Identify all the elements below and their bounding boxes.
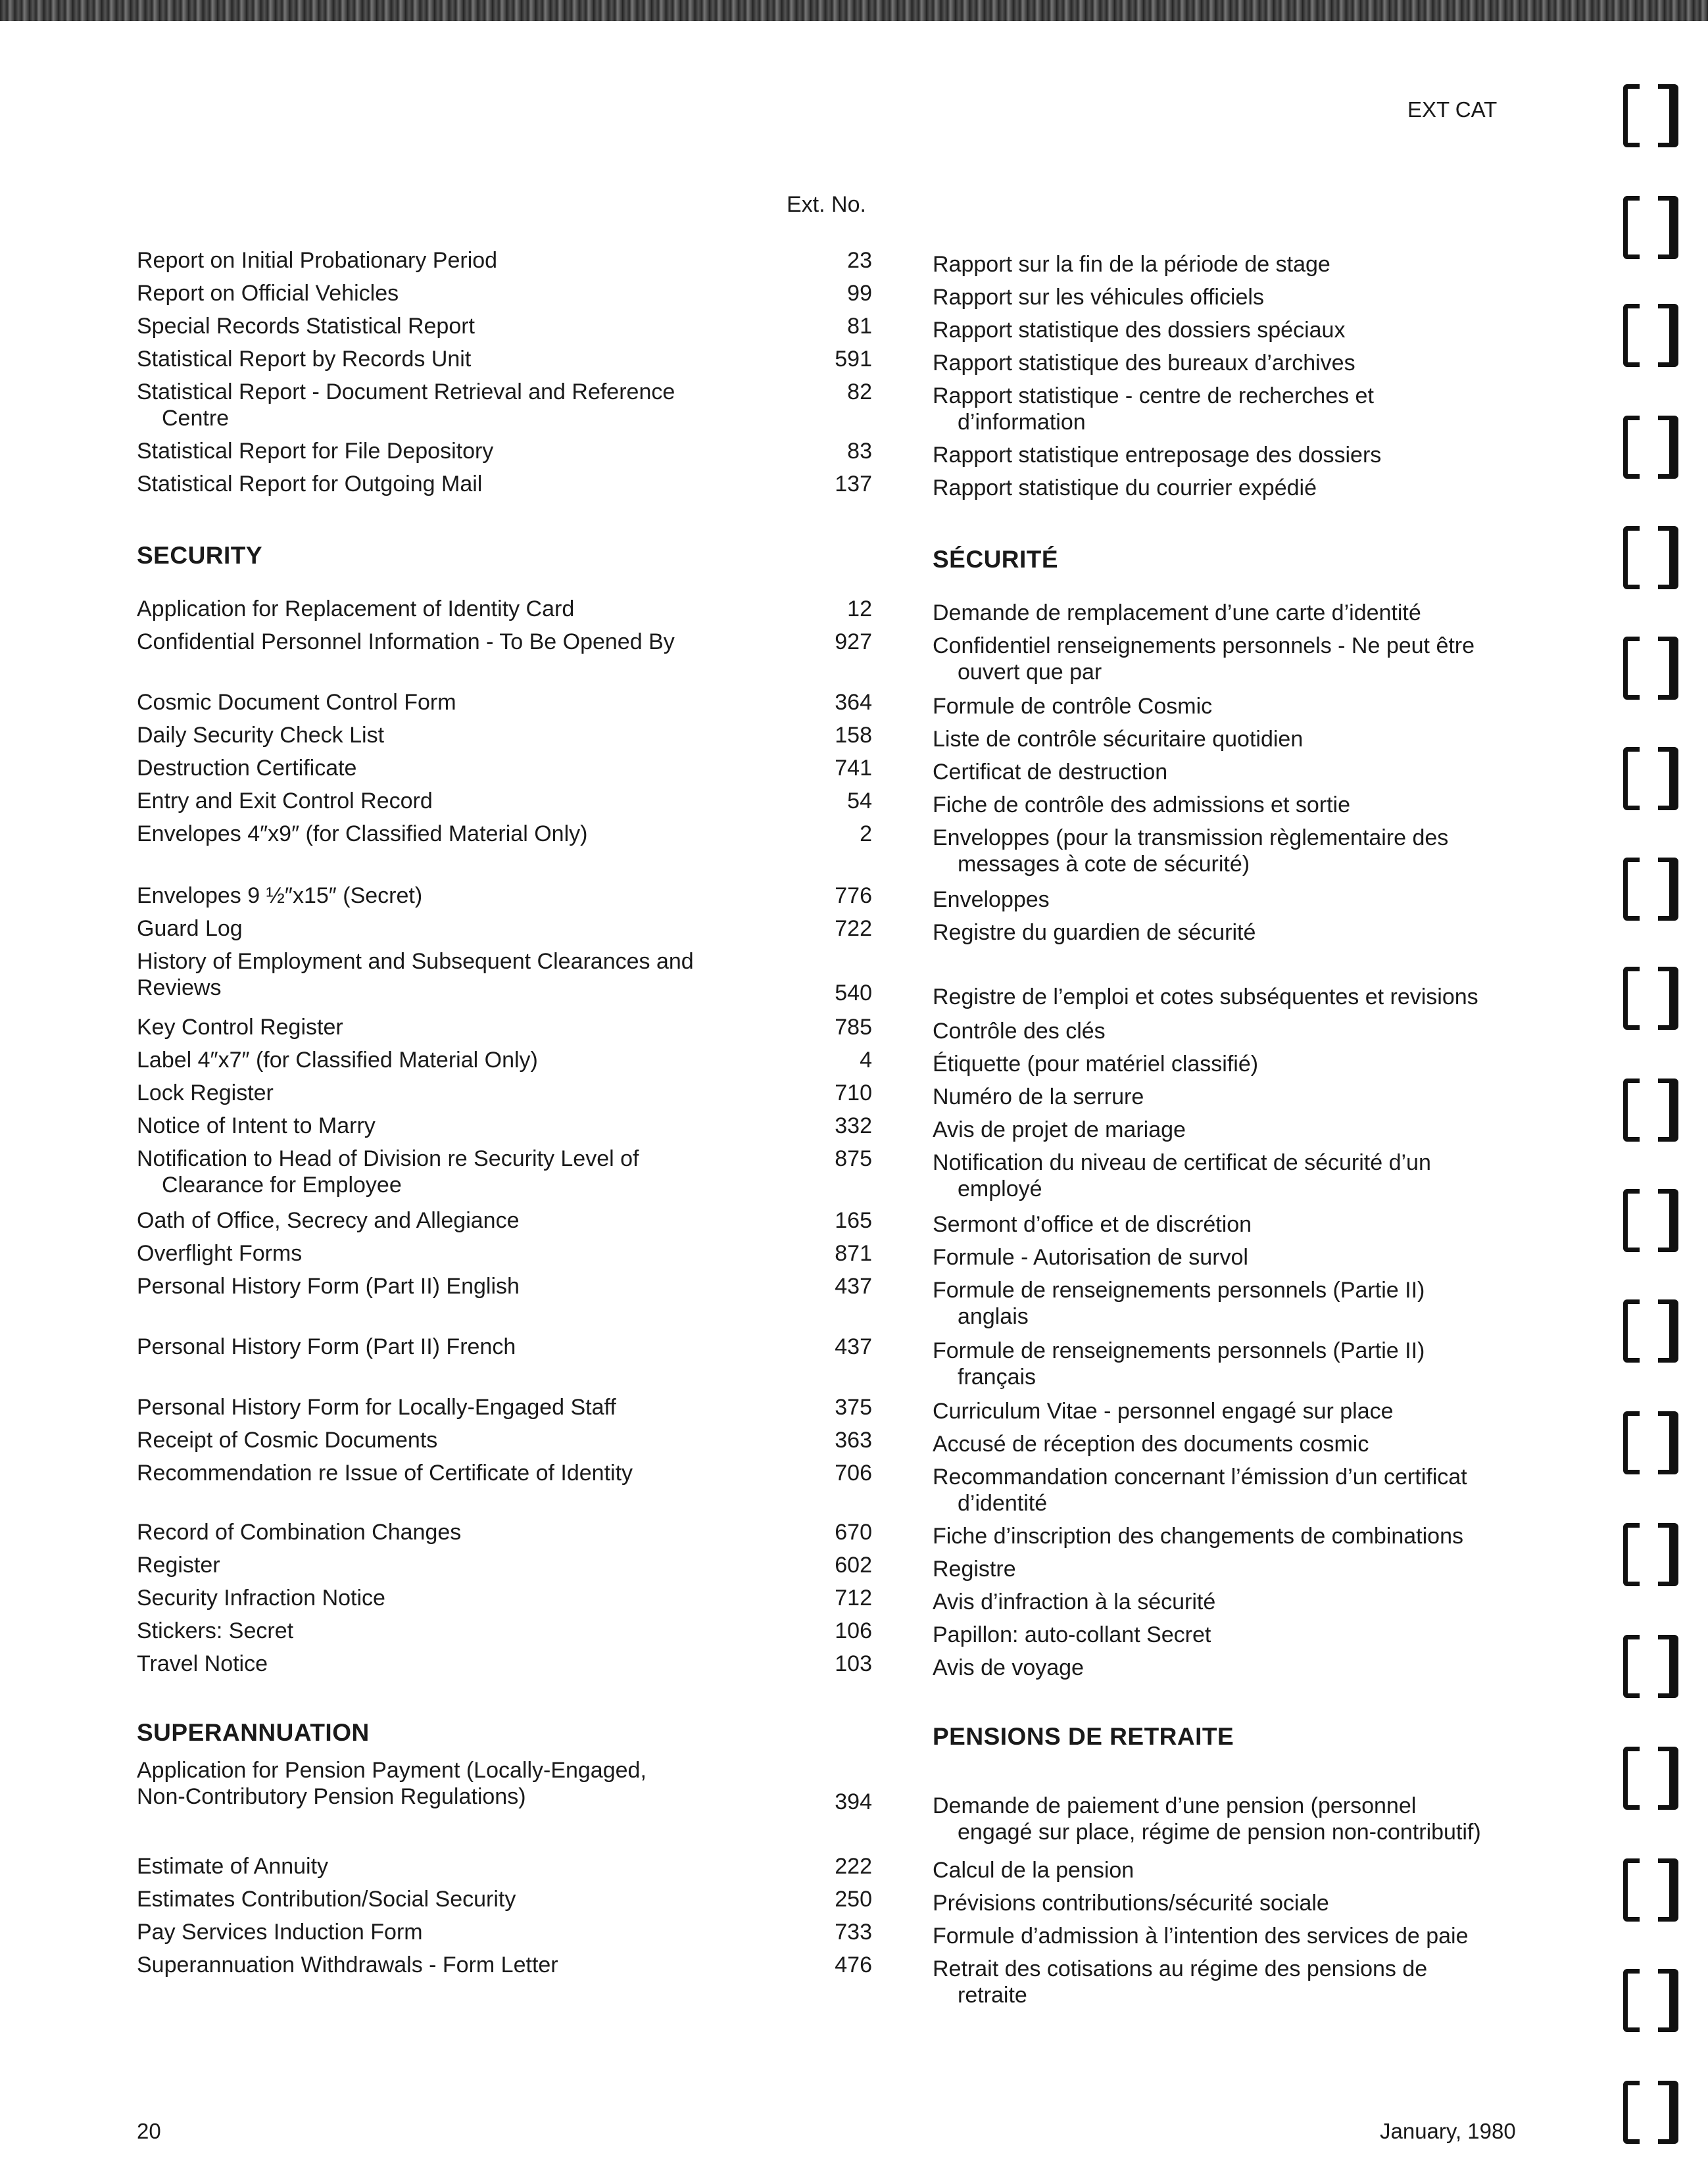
ext-number: 250 bbox=[835, 1887, 872, 1912]
form-title-en-line: Personal History Form (Part II) French bbox=[137, 1334, 516, 1359]
footer-date: January, 1980 bbox=[1380, 2119, 1516, 2143]
ext-number: 722 bbox=[835, 916, 872, 941]
form-title-en bbox=[137, 471, 742, 497]
form-title-en bbox=[137, 379, 742, 431]
form-title-en bbox=[137, 1427, 742, 1453]
ext-number: 706 bbox=[835, 1461, 872, 1486]
form-title-fr-line: retraite bbox=[958, 1983, 1027, 2008]
binder-ring bbox=[1623, 84, 1678, 147]
form-title-fr bbox=[933, 1338, 1538, 1390]
form-title-fr-line: Numéro de la serrure bbox=[933, 1084, 1144, 1109]
form-title-fr bbox=[933, 1431, 1538, 1457]
form-title-en-line: Clearance for Employee bbox=[162, 1173, 402, 1198]
superannuation-heading-en: SUPERANNUATION bbox=[137, 1719, 370, 1746]
form-title-fr-line: Papillon: auto-collant Secret bbox=[933, 1622, 1211, 1647]
ext-number: 670 bbox=[835, 1520, 872, 1545]
form-title-fr bbox=[933, 1923, 1538, 1949]
form-title-en-line: Envelopes 9 ½″x15″ (Secret) bbox=[137, 883, 423, 908]
form-title-fr bbox=[933, 1890, 1538, 1916]
binder-ring-gap bbox=[1640, 745, 1658, 820]
form-title-fr-line: Contrôle des clés bbox=[933, 1019, 1106, 1044]
form-title-en bbox=[137, 1207, 742, 1234]
ext-number: 875 bbox=[835, 1146, 872, 1171]
ext-number: 710 bbox=[835, 1080, 872, 1105]
form-title-fr bbox=[933, 1150, 1538, 1202]
ext-number: 54 bbox=[847, 788, 872, 813]
form-title-en bbox=[137, 1552, 742, 1578]
form-title-en bbox=[137, 1113, 742, 1139]
form-title-fr-line: Liste de contrôle sécuritaire quotidien bbox=[933, 727, 1304, 752]
form-title-en bbox=[137, 689, 742, 715]
form-title-fr-line: anglais bbox=[958, 1304, 1029, 1329]
form-title-fr bbox=[933, 792, 1538, 818]
form-title-fr bbox=[933, 1244, 1538, 1271]
form-title-fr-line: Registre du guardien de sécurité bbox=[933, 920, 1256, 945]
form-title-fr bbox=[933, 1084, 1538, 1110]
form-title-fr bbox=[933, 886, 1538, 913]
binder-ring bbox=[1623, 1299, 1678, 1363]
page-number: 20 bbox=[137, 2119, 161, 2143]
ext-number: 332 bbox=[835, 1113, 872, 1138]
form-title-fr bbox=[933, 1956, 1538, 2008]
form-title-en bbox=[137, 1146, 742, 1198]
binder-ring bbox=[1623, 526, 1678, 589]
form-title-fr-line: Formule de renseignements personnels (Partie II) bbox=[933, 1278, 1425, 1303]
binder-ring-gap bbox=[1640, 414, 1658, 489]
form-title-en-line: Pay Services Induction Form bbox=[137, 1920, 423, 1945]
form-title-en bbox=[137, 438, 742, 464]
ext-number: 437 bbox=[835, 1334, 872, 1359]
form-title-fr bbox=[933, 1117, 1538, 1143]
binder-ring bbox=[1623, 2081, 1678, 2144]
form-title-en bbox=[137, 596, 742, 622]
form-title-fr-line: Formule - Autorisation de survol bbox=[933, 1245, 1248, 1270]
form-title-en bbox=[137, 788, 742, 814]
binder-ring bbox=[1623, 416, 1678, 479]
ext-number: 137 bbox=[835, 472, 872, 497]
form-title-fr bbox=[933, 317, 1538, 343]
binder-ring bbox=[1623, 196, 1678, 259]
form-title-fr-line: Prévisions contributions/sécurité sociale bbox=[933, 1891, 1329, 1916]
ext-number: 103 bbox=[835, 1651, 872, 1676]
form-title-en bbox=[137, 1919, 742, 1945]
form-title-en bbox=[137, 1460, 742, 1486]
form-title-fr-line: Demande de paiement d’une pension (personnel bbox=[933, 1793, 1417, 1818]
form-title-fr bbox=[933, 1857, 1538, 1883]
form-title-en-line: Destruction Certificate bbox=[137, 756, 357, 781]
form-title-fr bbox=[933, 1018, 1538, 1044]
form-title-en bbox=[137, 346, 742, 372]
form-title-en-line: Personal History Form (Part II) English bbox=[137, 1274, 520, 1299]
binder-ring-gap bbox=[1640, 1856, 1658, 1931]
ext-number: 4 bbox=[860, 1048, 872, 1073]
binder-ring bbox=[1623, 304, 1678, 367]
form-title-fr-line: Calcul de la pension bbox=[933, 1858, 1135, 1883]
form-title-en bbox=[137, 1334, 742, 1360]
binder-ring bbox=[1623, 1189, 1678, 1252]
form-title-en-line: Label 4″x7″ (for Classified Material Only) bbox=[137, 1048, 538, 1073]
ext-number: 81 bbox=[847, 314, 872, 339]
form-title-fr-line: Avis de projet de mariage bbox=[933, 1117, 1186, 1142]
ext-number: 2 bbox=[860, 821, 872, 846]
ext-number: 927 bbox=[835, 629, 872, 654]
ext-number: 712 bbox=[835, 1586, 872, 1611]
form-title-fr bbox=[933, 1556, 1538, 1582]
form-title-en-line: Overflight Forms bbox=[137, 1241, 303, 1266]
form-title-fr-line: Registre de l’emploi et cotes subséquentes et revisions bbox=[933, 984, 1478, 1009]
binder-ring-gap bbox=[1640, 1633, 1658, 1708]
form-title-en-line: Estimate of Annuity bbox=[137, 1854, 329, 1879]
form-title-fr bbox=[933, 825, 1538, 877]
superannuation-heading-fr: PENSIONS DE RETRAITE bbox=[933, 1723, 1234, 1750]
form-title-en-line: Reviews bbox=[137, 975, 222, 1000]
binder-ring bbox=[1623, 1747, 1678, 1810]
form-title-fr bbox=[933, 1523, 1538, 1549]
ext-number: 733 bbox=[835, 1920, 872, 1945]
form-title-fr bbox=[933, 350, 1538, 376]
form-title-fr bbox=[933, 1211, 1538, 1238]
ext-number: 871 bbox=[835, 1241, 872, 1266]
form-title-en bbox=[137, 247, 742, 274]
form-title-en bbox=[137, 1886, 742, 1912]
form-title-fr-line: d’information bbox=[958, 410, 1086, 435]
form-title-en bbox=[137, 1240, 742, 1267]
security-heading-en: SECURITY bbox=[137, 542, 263, 569]
ext-number: 437 bbox=[835, 1274, 872, 1299]
binder-ring-gap bbox=[1640, 1967, 1658, 2042]
form-title-en bbox=[137, 1047, 742, 1073]
ext-number: 83 bbox=[847, 439, 872, 464]
form-title-en bbox=[137, 722, 742, 748]
form-title-en-line: Stickers: Secret bbox=[137, 1618, 294, 1643]
form-title-en bbox=[137, 1394, 742, 1420]
form-title-fr bbox=[933, 1655, 1538, 1681]
form-title-en bbox=[137, 883, 742, 909]
form-title-fr-line: Demande de remplacement d’une carte d’identité bbox=[933, 600, 1421, 625]
ext-number: 363 bbox=[835, 1428, 872, 1453]
form-title-fr-line: Rapport sur les véhicules officiels bbox=[933, 285, 1264, 310]
form-title-fr-line: Formule de renseignements personnels (Partie II) bbox=[933, 1338, 1425, 1363]
form-title-fr-line: Rapport statistique des bureaux d’archives bbox=[933, 351, 1355, 376]
form-title-fr bbox=[933, 1398, 1538, 1424]
form-title-fr-line: Rapport statistique des dossiers spéciaux bbox=[933, 318, 1346, 343]
form-title-en bbox=[137, 313, 742, 339]
form-title-en-line: Statistical Report for File Depository bbox=[137, 439, 494, 464]
form-title-fr-line: Notification du niveau de certificat de sécurité d’un bbox=[933, 1150, 1431, 1175]
form-title-en bbox=[137, 629, 742, 655]
ext-number: 106 bbox=[835, 1618, 872, 1643]
form-title-fr-line: Curriculum Vitae - personnel engagé sur place bbox=[933, 1399, 1394, 1424]
form-title-en-line: Notice of Intent to Marry bbox=[137, 1113, 376, 1138]
form-title-en bbox=[137, 1080, 742, 1106]
form-title-en bbox=[137, 1651, 742, 1677]
form-title-en-line: Centre bbox=[162, 406, 230, 431]
ext-number: 23 bbox=[847, 248, 872, 273]
binder-ring-gap bbox=[1640, 194, 1658, 269]
form-title-fr bbox=[933, 1464, 1538, 1516]
form-title-fr bbox=[933, 1277, 1538, 1330]
ext-number: 602 bbox=[835, 1553, 872, 1578]
binder-ring-gap bbox=[1640, 524, 1658, 599]
form-title-en bbox=[137, 948, 742, 1001]
form-title-fr-line: Registre bbox=[933, 1557, 1016, 1582]
form-title-fr-line: Retrait des cotisations au régime des pensions de bbox=[933, 1956, 1428, 1981]
security-heading-fr: SÉCURITÉ bbox=[933, 546, 1059, 573]
binder-ring-gap bbox=[1640, 856, 1658, 931]
form-title-en-line: Recommendation re Issue of Certificate of Identity bbox=[137, 1461, 633, 1486]
form-title-en-line: Application for Pension Payment (Locally-Engaged, bbox=[137, 1758, 647, 1783]
form-title-fr-line: Accusé de réception des documents cosmic bbox=[933, 1432, 1369, 1457]
form-title-fr bbox=[933, 600, 1538, 626]
form-title-fr bbox=[933, 633, 1538, 685]
form-title-en-line: Key Control Register bbox=[137, 1015, 343, 1040]
binder-ring-gap bbox=[1640, 1745, 1658, 1820]
form-title-en-line: Register bbox=[137, 1553, 220, 1578]
binder-ring bbox=[1623, 637, 1678, 700]
form-title-en bbox=[137, 1952, 742, 1978]
binder-ring-gap bbox=[1640, 1077, 1658, 1152]
ext-number: 394 bbox=[835, 1789, 872, 1814]
form-title-fr bbox=[933, 1622, 1538, 1648]
ext-no-column-header: Ext. No. bbox=[787, 192, 866, 217]
form-title-fr-line: Sermont d’office et de discrétion bbox=[933, 1212, 1252, 1237]
form-title-en-line: Report on Official Vehicles bbox=[137, 281, 399, 306]
ext-number: 785 bbox=[835, 1015, 872, 1040]
form-title-fr-line: ouvert que par bbox=[958, 660, 1102, 685]
form-title-en-line: Entry and Exit Control Record bbox=[137, 788, 433, 813]
form-title-en-line: Statistical Report for Outgoing Mail bbox=[137, 472, 483, 497]
ext-number: 375 bbox=[835, 1395, 872, 1420]
form-title-fr-line: français bbox=[958, 1365, 1037, 1390]
form-title-en-line: Security Infraction Notice bbox=[137, 1586, 385, 1611]
binder-ring bbox=[1623, 1635, 1678, 1698]
form-title-fr bbox=[933, 759, 1538, 785]
form-title-fr-line: Avis d’infraction à la sécurité bbox=[933, 1589, 1216, 1614]
ext-number: 222 bbox=[835, 1854, 872, 1879]
form-title-fr-line: Certificat de destruction bbox=[933, 760, 1168, 785]
form-title-en bbox=[137, 1618, 742, 1644]
binder-ring-gap bbox=[1640, 635, 1658, 710]
form-title-fr bbox=[933, 1761, 1538, 1845]
binder-ring-gap bbox=[1640, 1297, 1658, 1372]
form-title-fr bbox=[933, 442, 1538, 468]
form-title-fr-line: Rapport statistique du courrier expédié bbox=[933, 475, 1317, 500]
form-title-en-line: Statistical Report - Document Retrieval and Reference bbox=[137, 379, 675, 404]
ext-number: 591 bbox=[835, 347, 872, 372]
form-title-en bbox=[137, 1853, 742, 1879]
form-title-fr-line: d’identité bbox=[958, 1491, 1048, 1516]
form-title-fr bbox=[933, 1051, 1538, 1077]
binder-ring-gap bbox=[1640, 1187, 1658, 1262]
form-title-en bbox=[137, 1519, 742, 1545]
form-title-fr-line bbox=[933, 952, 1538, 984]
form-title-en-line: Travel Notice bbox=[137, 1651, 268, 1676]
form-title-fr-line: Enveloppes (pour la transmission règlementaire des bbox=[933, 825, 1449, 850]
form-title-fr-line: engagé sur place, régime de pension non-contributif) bbox=[958, 1820, 1481, 1845]
form-title-en-line: Superannuation Withdrawals - Form Letter bbox=[137, 1952, 558, 1977]
form-title-en-line: Statistical Report by Records Unit bbox=[137, 347, 472, 372]
ext-number: 776 bbox=[835, 883, 872, 908]
binder-ring bbox=[1623, 858, 1678, 921]
form-title-en-line: Oath of Office, Secrecy and Allegiance bbox=[137, 1208, 520, 1233]
form-title-fr-line: employé bbox=[958, 1176, 1042, 1201]
binder-ring bbox=[1623, 1411, 1678, 1474]
form-title-fr-line: Fiche de contrôle des admissions et sortie bbox=[933, 792, 1350, 817]
form-title-fr-line: Rapport statistique - centre de recherches et bbox=[933, 383, 1374, 408]
ext-number: 741 bbox=[835, 756, 872, 781]
form-title-en-line: Daily Security Check List bbox=[137, 723, 385, 748]
form-title-fr bbox=[933, 475, 1538, 501]
ext-number: 158 bbox=[835, 723, 872, 748]
binder-ring bbox=[1623, 1523, 1678, 1586]
form-title-fr bbox=[933, 726, 1538, 752]
form-title-en-line: Cosmic Document Control Form bbox=[137, 690, 456, 715]
form-title-en-line: Guard Log bbox=[137, 916, 243, 941]
form-title-en-line: Special Records Statistical Report bbox=[137, 314, 476, 339]
form-title-fr-line: Recommandation concernant l’émission d’un certificat bbox=[933, 1465, 1467, 1490]
ext-number: 364 bbox=[835, 690, 872, 715]
binder-ring-gap bbox=[1640, 965, 1658, 1040]
form-title-fr bbox=[933, 693, 1538, 719]
form-title-fr-line: Formule de contrôle Cosmic bbox=[933, 694, 1213, 719]
form-title-fr-line: messages à cote de sécurité) bbox=[958, 852, 1250, 877]
form-title-en-line: Application for Replacement of Identity Card bbox=[137, 596, 575, 621]
binder-ring bbox=[1623, 1079, 1678, 1142]
section-code: EXT CAT bbox=[1407, 97, 1498, 122]
form-title-fr-line: Avis de voyage bbox=[933, 1655, 1084, 1680]
form-title-fr-line bbox=[933, 1761, 1538, 1793]
ext-number: 165 bbox=[835, 1208, 872, 1233]
form-title-fr bbox=[933, 919, 1538, 946]
form-title-fr bbox=[933, 251, 1538, 278]
form-title-en bbox=[137, 915, 742, 942]
form-title-en bbox=[137, 280, 742, 306]
binder-ring bbox=[1623, 747, 1678, 810]
binder-ring-gap bbox=[1640, 82, 1658, 157]
form-title-fr bbox=[933, 284, 1538, 310]
binder-ring-gap bbox=[1640, 1521, 1658, 1596]
form-title-en bbox=[137, 1014, 742, 1040]
form-title-fr bbox=[933, 952, 1538, 1010]
form-title-fr-line: Étiquette (pour matériel classifié) bbox=[933, 1052, 1259, 1077]
ext-number: 99 bbox=[847, 281, 872, 306]
form-title-en bbox=[137, 1757, 742, 1810]
binder-ring bbox=[1623, 1969, 1678, 2032]
form-title-fr-line: Confidentiel renseignements personnels - Ne peut être bbox=[933, 633, 1475, 658]
form-title-en bbox=[137, 821, 742, 847]
binder-ring-gap bbox=[1640, 1409, 1658, 1484]
form-title-fr bbox=[933, 383, 1538, 435]
form-title-en-line: Confidential Personnel Information - To Be Opened By bbox=[137, 629, 675, 654]
binder-ring bbox=[1623, 967, 1678, 1030]
form-title-fr-line: Enveloppes bbox=[933, 887, 1050, 912]
form-title-fr-line: Rapport statistique entreposage des dossiers bbox=[933, 443, 1382, 468]
scan-edge-bar bbox=[0, 0, 1708, 21]
form-title-en-line: Lock Register bbox=[137, 1080, 274, 1105]
form-title-en-line: Non-Contributory Pension Regulations) bbox=[137, 1784, 526, 1809]
ext-number: 540 bbox=[835, 981, 872, 1006]
binder-ring-gap bbox=[1640, 302, 1658, 377]
binder-ring bbox=[1623, 1858, 1678, 1922]
form-title-en-line: History of Employment and Subsequent Clearances and bbox=[137, 949, 694, 974]
form-title-en-line: Receipt of Cosmic Documents bbox=[137, 1428, 438, 1453]
form-title-fr bbox=[933, 1589, 1538, 1615]
form-title-en-line: Personal History Form for Locally-Engaged Staff bbox=[137, 1395, 616, 1420]
form-title-en-line: Estimates Contribution/Social Security bbox=[137, 1887, 516, 1912]
form-title-en-line: Notification to Head of Division re Security Level of bbox=[137, 1146, 639, 1171]
form-title-fr-line: Formule d’admission à l’intention des services de paie bbox=[933, 1924, 1469, 1949]
ext-number: 82 bbox=[847, 379, 872, 404]
form-title-en-line: Envelopes 4″x9″ (for Classified Material Only) bbox=[137, 821, 588, 846]
form-title-en bbox=[137, 1273, 742, 1299]
ext-number: 12 bbox=[847, 596, 872, 621]
form-title-en-line: Record of Combination Changes bbox=[137, 1520, 462, 1545]
form-title-en bbox=[137, 755, 742, 781]
form-title-en bbox=[137, 1585, 742, 1611]
form-title-fr-line: Fiche d’inscription des changements de combinations bbox=[933, 1524, 1464, 1549]
form-title-en-line: Report on Initial Probationary Period bbox=[137, 248, 498, 273]
form-title-fr-line: Rapport sur la fin de la période de stage bbox=[933, 252, 1330, 277]
binder-ring-gap bbox=[1640, 2079, 1658, 2154]
ext-number: 476 bbox=[835, 1952, 872, 1977]
